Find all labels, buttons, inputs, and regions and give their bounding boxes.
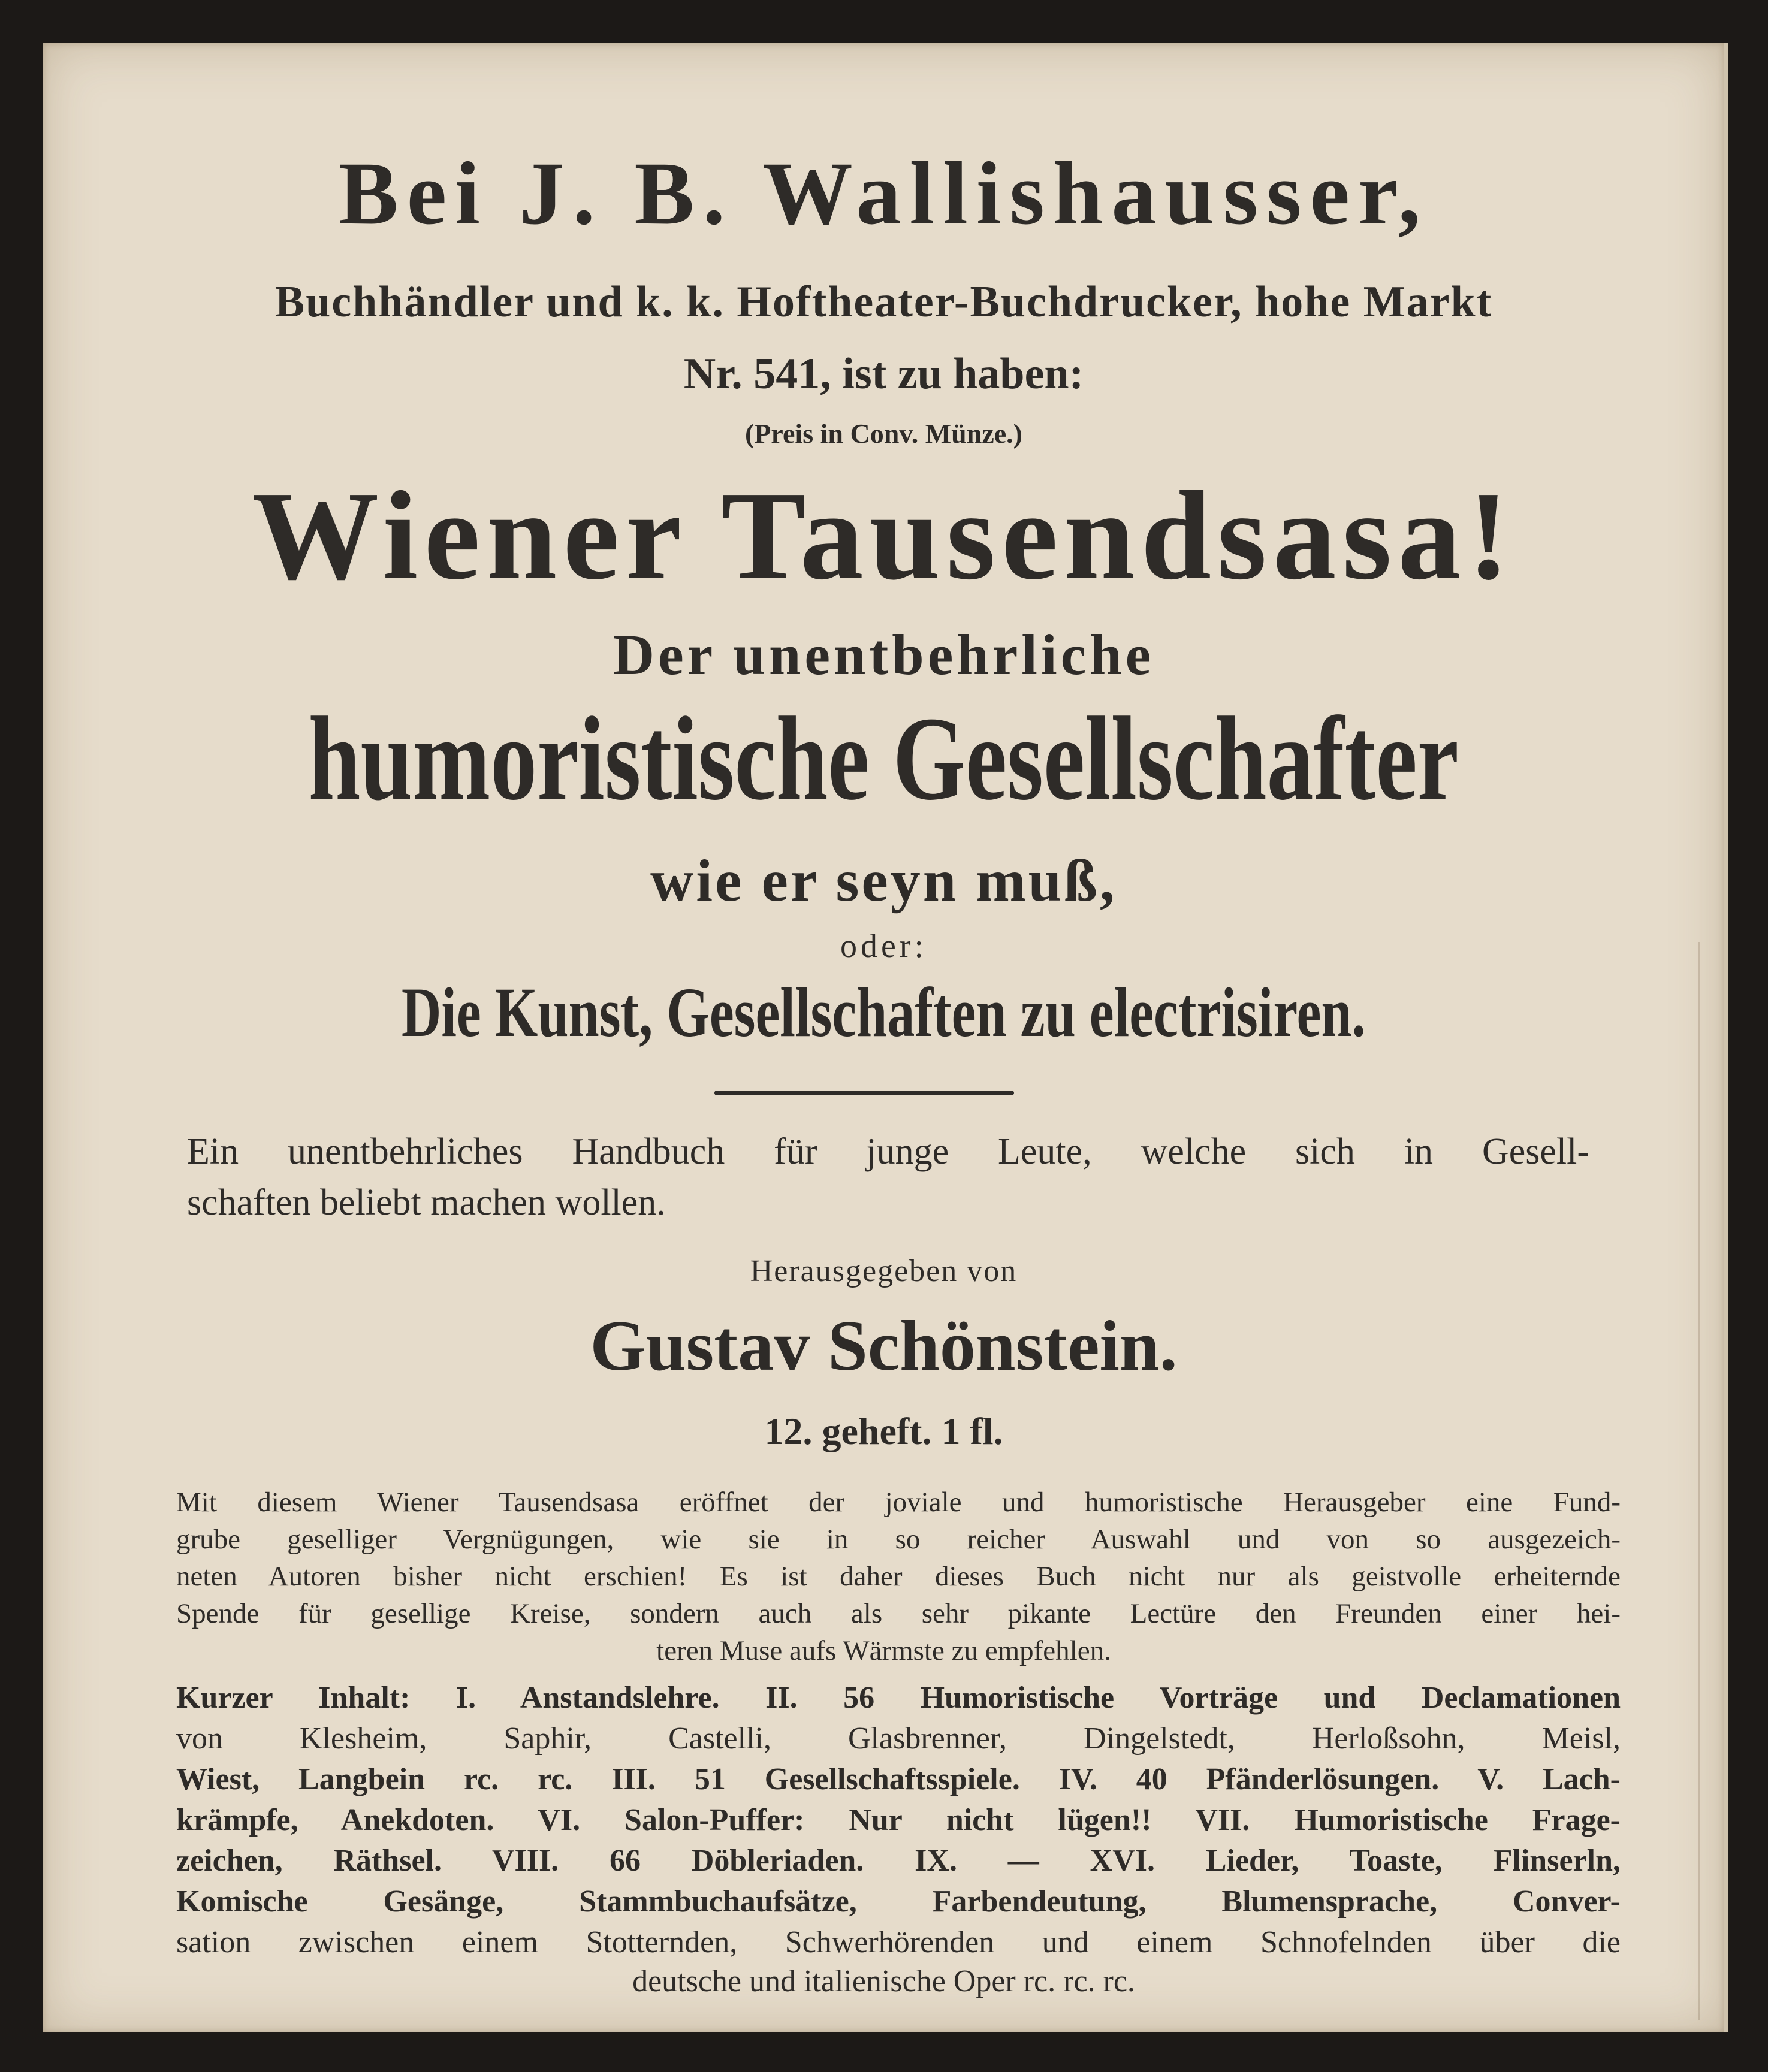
description-line-2: schaften beliebt machen wollen.: [187, 1182, 666, 1223]
publisher-name: Bei J. B. Wallishausser,: [338, 144, 1429, 243]
description-line-1: Ein unentbehrliches Handbuch für junge Leute, welche sich in Gesell-: [187, 1131, 1589, 1172]
author-name: Gustav Schönstein.: [590, 1306, 1178, 1385]
contents-line: Komische Gesänge, Stammbuchaufsätze, Farbendeutung, Blumensprache, Conver-: [176, 1884, 1621, 1919]
paragraph-line: neten Autoren bisher nicht erschien! Es ist daher dieses Buch nicht nur als geistvolle erheiternde: [176, 1561, 1621, 1592]
contents-line: von Klesheim, Saphir, Castelli, Glasbrenner, Dingelstedt, Herloßsohn, Meisl,: [176, 1721, 1621, 1756]
paragraph-line: Spende für gesellige Kreise, sondern auch als sehr pikante Lectüre den Freunden einer hei-: [176, 1598, 1621, 1629]
contents-line: zeichen, Räthsel. VIII. 66 Döbleriaden. IX. — XVI. Lieder, Toaste, Flinserln,: [176, 1844, 1621, 1878]
subtitle-line-2-text: humoristische Gesellschafter: [308, 693, 1459, 825]
contents-line: krämpfe, Anekdoten. VI. Salon-Puffer: Nur nicht lügen!! VII. Humoristische Frage-: [176, 1803, 1621, 1837]
price-line: 12. geheft. 1 fl.: [764, 1410, 1003, 1452]
contents-line: Kurzer Inhalt: I. Anstandslehre. II. 56 Humoristische Vorträge und Declamationen: [176, 1681, 1621, 1715]
book-title: Wiener Tausendsasa!: [252, 465, 1516, 606]
paper-fold: [1698, 942, 1700, 2020]
contents-line: Wiest, Langbein rc. rc. III. 51 Gesellschaftsspiele. IV. 40 Pfänderlösungen. V. Lach-: [176, 1762, 1621, 1796]
paragraph-line: grube geselliger Vergnügungen, wie sie in so reicher Auswahl und von so ausgezeich-: [176, 1524, 1621, 1555]
price-note: (Preis in Conv. Münze.): [745, 418, 1022, 449]
divider-rule: [714, 1091, 1014, 1095]
subtitle-line-3: wie er seyn muß,: [650, 847, 1117, 914]
subtitle-line-2: [43, 690, 1724, 827]
contents-line: sation zwischen einem Stotternden, Schwerhörenden und einem Schnofelnden über die: [176, 1925, 1621, 1959]
subtitle-line-4: [43, 972, 1724, 1053]
editor-label: Herausgegeben von: [750, 1254, 1018, 1288]
publisher-availability: Nr. 541, ist zu haben:: [683, 349, 1084, 398]
publisher-address: Buchhändler und k. k. Hoftheater-Buchdrucker, hohe Markt: [274, 277, 1493, 327]
contents-line: deutsche und italienische Oper rc. rc. rc.: [632, 1964, 1135, 1998]
paper-sheet: [43, 43, 1728, 2032]
paragraph-line: teren Muse aufs Wärmste zu empfehlen.: [656, 1635, 1111, 1666]
subtitle-line-1: Der unentbehrliche: [613, 623, 1155, 687]
paragraph-line: Mit diesem Wiener Tausendsasa eröffnet der joviale und humoristische Herausgeber eine Fund-: [176, 1487, 1621, 1518]
subtitle-line-4-text: Die Kunst, Gesellschaften zu electrisiren.: [402, 973, 1366, 1052]
subtitle-oder: oder:: [840, 928, 928, 965]
